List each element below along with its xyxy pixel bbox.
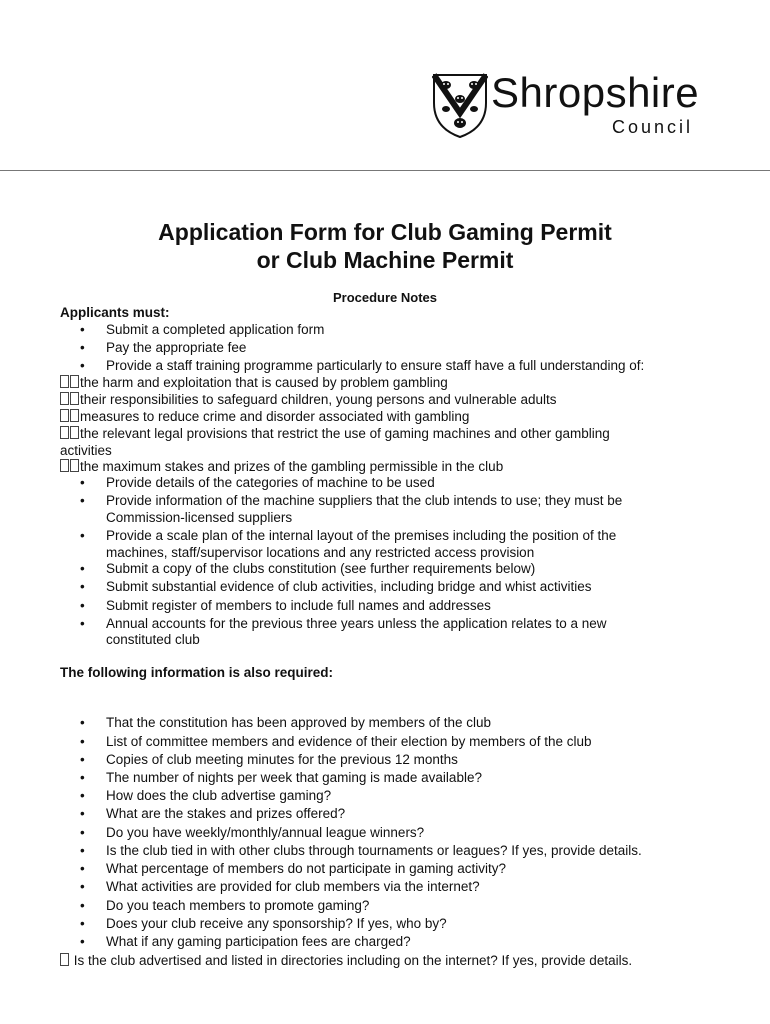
title-line-1: Application Form for Club Gaming Permit	[158, 219, 612, 245]
training-item: the harm and exploitation that is caused by problem gambling	[60, 374, 700, 391]
logo-wordmark: Shropshire	[491, 69, 700, 116]
training-item: measures to reduce crime and disorder associated with gambling	[60, 408, 700, 425]
training-item: the relevant legal provisions that restrict the use of gaming machines and other gambling	[60, 425, 700, 442]
training-item: the maximum stakes and prizes of the gambling permissible in the club	[60, 458, 700, 475]
title-line-2: or Club Machine Permit	[256, 247, 514, 273]
shropshire-council-logo	[432, 69, 722, 139]
council-crest-icon	[432, 73, 488, 139]
final-question: Is the club advertised and listed in directories including on the internet? If yes, provide details.	[60, 952, 632, 969]
header-divider	[0, 170, 770, 171]
logo-subtext: Council	[612, 117, 694, 137]
training-item: their responsibilities to safeguard children, young persons and vulnerable adults	[60, 391, 700, 408]
training-item-continued: activities	[60, 443, 112, 458]
page-title	[0, 218, 770, 274]
required-info-heading: The following information is also required:	[60, 665, 334, 680]
applicants-heading: Applicants must:	[60, 305, 170, 320]
procedure-notes-heading: Procedure Notes	[332, 290, 438, 305]
